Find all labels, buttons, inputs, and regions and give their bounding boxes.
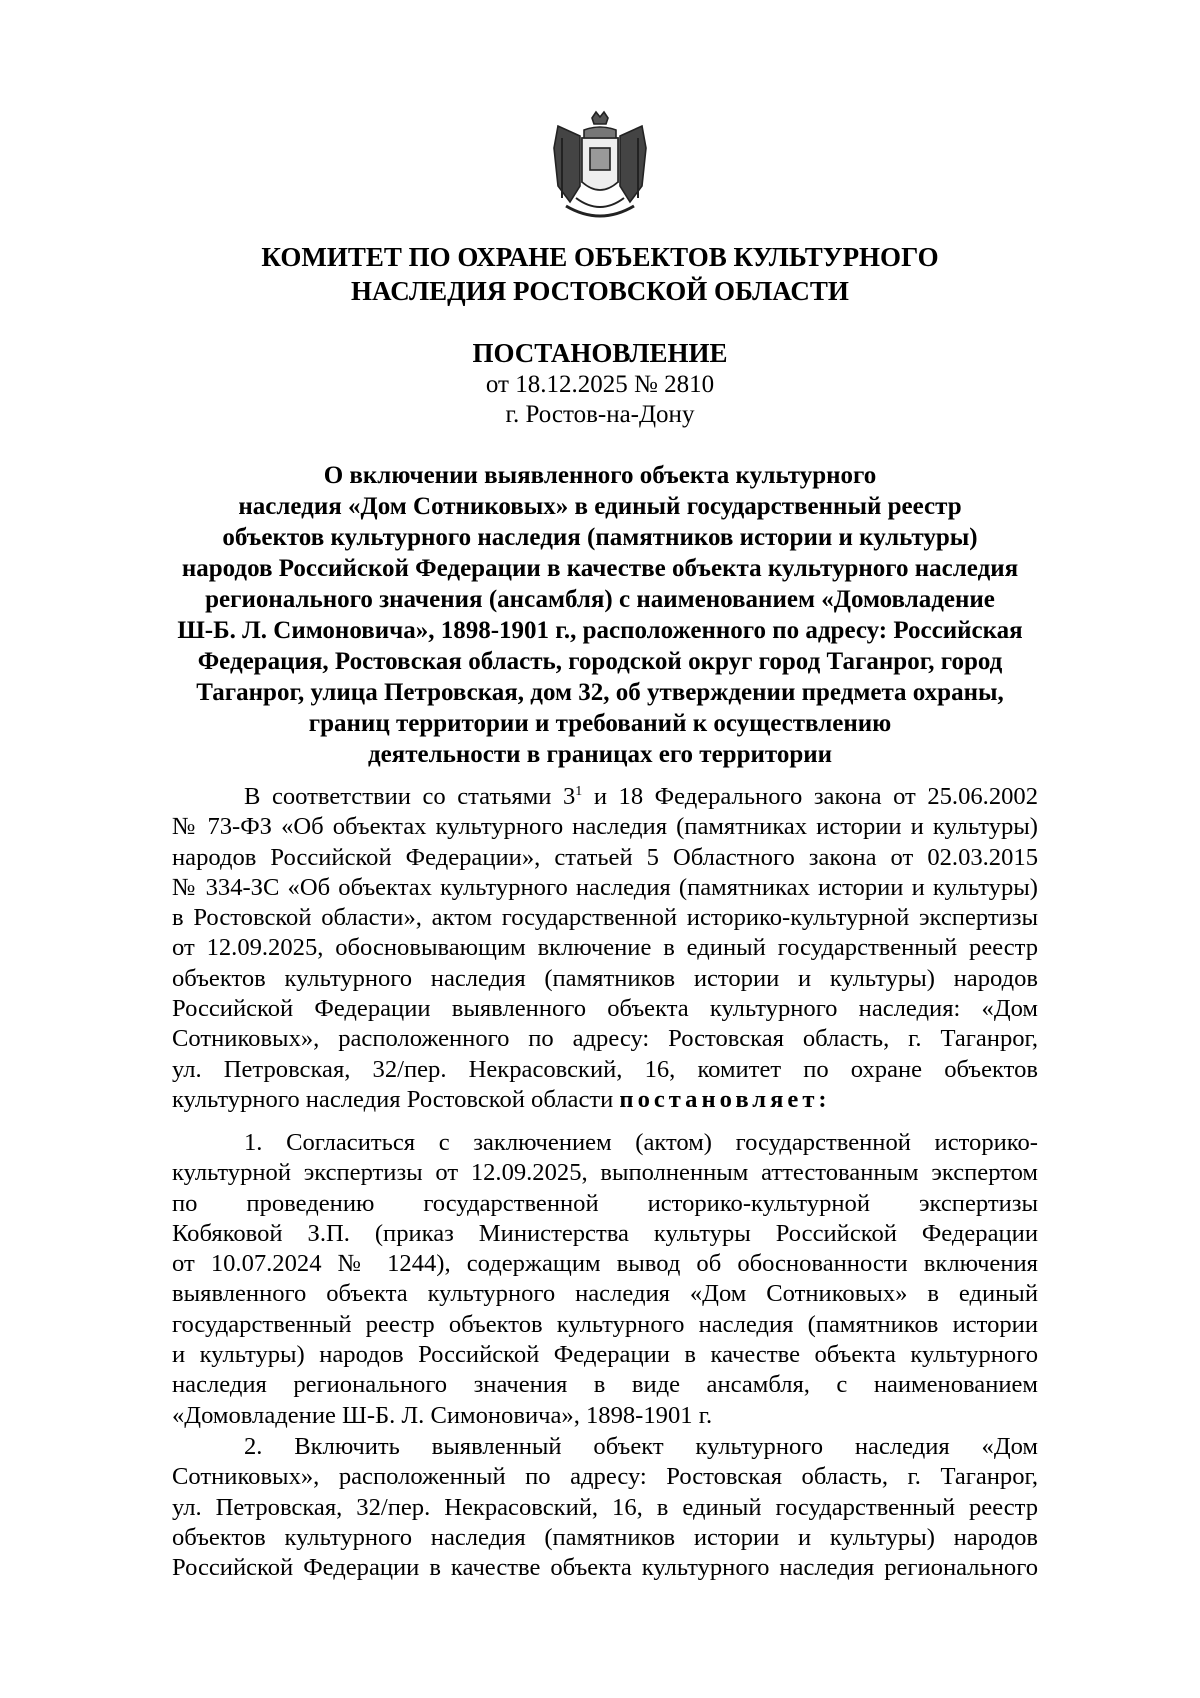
text-line: Кобяковой З.П. (приказ Министерства культуры Российской Федерации [172, 1219, 1038, 1247]
text-line: 2. Включить выявленный объект культурного наследия «Дом [244, 1433, 1038, 1460]
superscript: 1 [575, 784, 583, 799]
text-line: «Домовладение Ш-Б. Л. Симоновича», 1898-1901 г. [172, 1401, 713, 1429]
text-line: Сотниковых», расположенного по адресу: Ростовская область, г. Таганрог, [172, 1025, 1038, 1053]
text-line: № 73-ФЗ «Об объектах культурного наследия (памятниках истории и культуры) [172, 813, 1038, 841]
document-city: г. Ростов-на-Дону [505, 401, 695, 428]
text-line: объектов культурного наследия (памятников истории и культуры) народов [172, 1523, 1038, 1551]
text-line: объектов культурного наследия (памятников истории и культуры) народов [172, 964, 1038, 992]
org-line: НАСЛЕДИЯ РОСТОВСКОЙ ОБЛАСТИ [351, 276, 849, 306]
text-line: по проведению государственной историко-культурной экспертизы [172, 1189, 1038, 1217]
title-line: Ш-Б. Л. Симоновича», 1898-1901 г., расположенного по адресу: Российская [177, 617, 1023, 644]
title-line: объектов культурного наследия (памятников истории и культуры) [222, 524, 978, 551]
organization-name [150, 240, 1050, 308]
text-line: 1. Согласиться с заключением (актом) государственной историко- [244, 1129, 1038, 1156]
coat-of-arms-emblem [540, 108, 660, 228]
text-line: в Ростовской области», актом государственной историко-культурной экспертизы [172, 904, 1038, 932]
preamble-paragraph [172, 782, 1038, 1115]
item-2-paragraph [172, 1432, 1038, 1583]
title-line: наследия «Дом Сотниковых» в единый государственный реестр [238, 493, 962, 520]
title-line: Федерация, Ростовская область, городской округ город Таганрог, город [197, 648, 1003, 675]
document-type: ПОСТАНОВЛЕНИЕ [472, 338, 728, 368]
item-1-paragraph [172, 1128, 1038, 1431]
text-line: Сотниковых», расположенный по адресу: Ростовская область, г. Таганрог, [172, 1463, 1038, 1491]
title-line: регионального значения (ансамбля) с наименованием «Домовладение [205, 586, 995, 613]
text-line: В соответствии со статьями $3^1$ и 18 Федерального закона от 25.06.2002 [244, 783, 1039, 810]
text-line: культурного наследия Ростовской области постановляет: [172, 1085, 831, 1113]
document-date-number: от 18.12.2025 № 2810 [485, 371, 715, 398]
title-line: деятельности в границах его территории [367, 741, 833, 768]
text-line: № 334-ЗС «Об объектах культурного наследия (памятниках истории и культуры) [172, 873, 1038, 901]
text-line: выявленного объекта культурного наследия «Дом Сотниковых» в единый [172, 1280, 1038, 1308]
text-line: и культуры) народов Российской Федерации в качестве объекта культурного [172, 1341, 1038, 1369]
text-line: Российской Федерации в качестве объекта культурного наследия регионального [172, 1554, 1038, 1582]
org-line: КОМИТЕТ ПО ОХРАНЕ ОБЪЕКТОВ КУЛЬТУРНОГО [261, 242, 939, 272]
resolution-keyword: постановляет: [619, 1085, 831, 1113]
text-line: народов Российской Федерации», статьей 5 Областного закона от 02.03.2015 [172, 843, 1038, 871]
text-line: наследия регионального значения в виде ансамбля, с наименованием [172, 1371, 1038, 1399]
text-line: от 12.09.2025, обосновывающим включение в единый государственный реестр [172, 934, 1038, 962]
title-line: Таганрог, улица Петровская, дом 32, об утверждении предмета охраны, [196, 679, 1004, 706]
text-line: культурной экспертизы от 12.09.2025, выполненным аттестованным экспертом [172, 1159, 1038, 1187]
text-line: ул. Петровская, 32/пер. Некрасовский, 16, в единый государственный реестр [172, 1493, 1038, 1521]
text-line: государственный реестр объектов культурного наследия (памятников истории [172, 1310, 1038, 1338]
text-line: Российской Федерации выявленного объекта культурного наследия: «Дом [172, 995, 1038, 1023]
document-title [150, 460, 1050, 770]
title-line: границ территории и требований к осуществлению [308, 710, 892, 737]
text-line: ул. Петровская, 32/пер. Некрасовский, 16, комитет по охране объектов [172, 1055, 1038, 1083]
text-line: от 10.07.2024 № 1244), содержащим вывод об обоснованности включения [172, 1250, 1038, 1278]
title-line: О включении выявленного объекта культурного [323, 462, 877, 489]
title-line: народов Российской Федерации в качестве объекта культурного наследия [181, 555, 1019, 582]
